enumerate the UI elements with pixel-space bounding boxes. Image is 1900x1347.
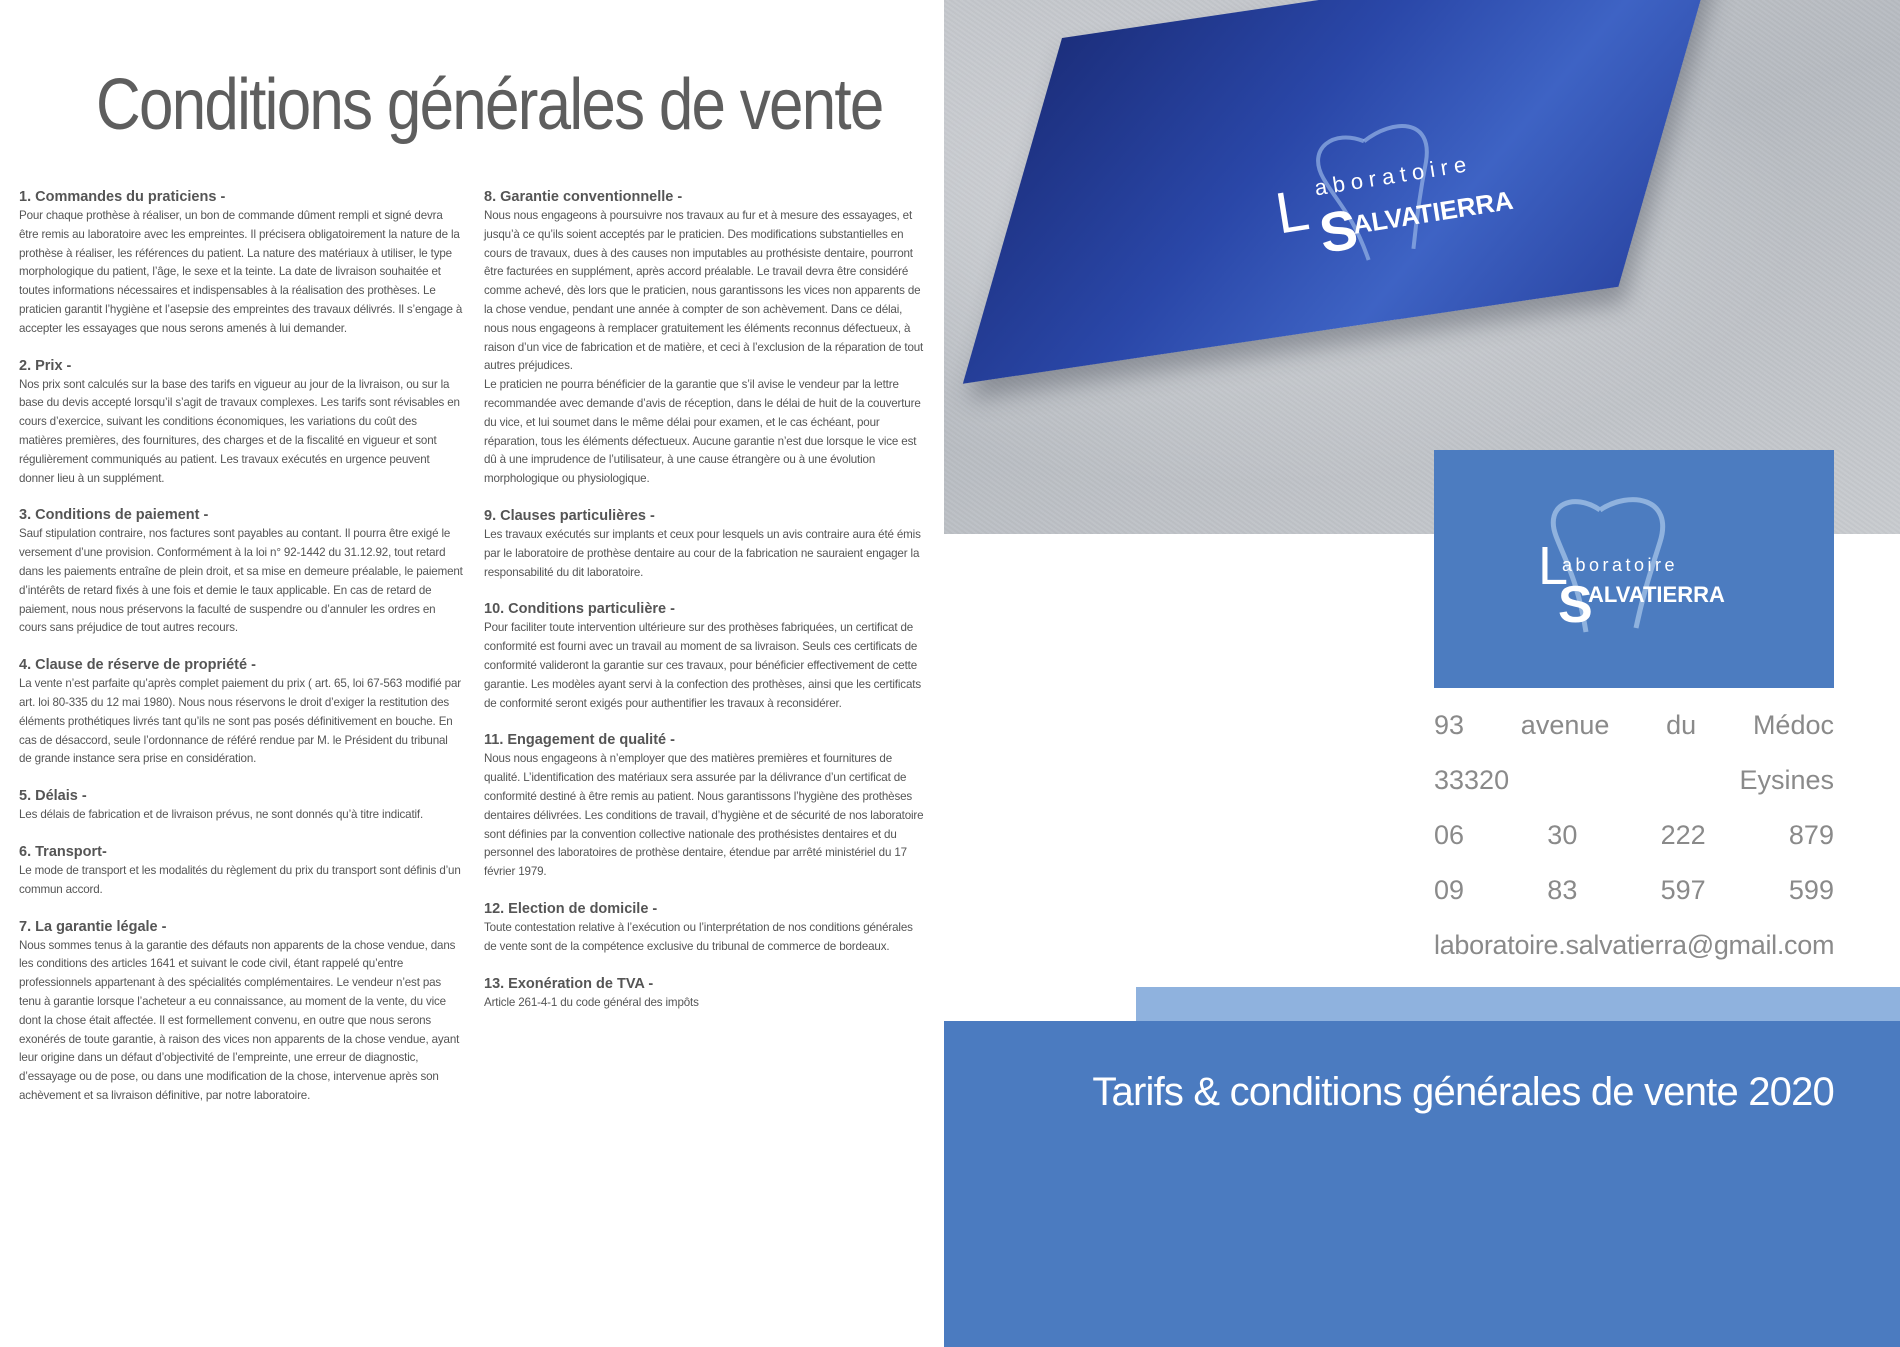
photo-logo-word-bottom: ALVATIERRA	[1350, 184, 1516, 240]
email-address[interactable]: laboratoire.salvatierra@gmail.com	[1434, 930, 1835, 960]
clause-body: Nous sommes tenus à la garantie des défauts non apparents de la chose vendue, dans les conditions des articles 1641 et suivant le code civil, étant rappelé qu’entre professionnels appartenant à des spécialités complémentaires. Le vendeur n’est pas tenu à garantie lorsque l’acheteur a eu connaissance, au moment de la vente, du vice dont la chose était affectée. Il est formellement convenu, en outre que nous serons exonérés de toute garantie, à raison des vices non apparents de la chose vendue, ayant leur origine dans un défaut d’objectivité de l’empreinte, une erreur de diagnostic, d’essayage ou de pose, ou dans une modification de la chose, intervenue après son achèvement et sa livraison définitive, par notre laboratoire.	[19, 938, 460, 1102]
clause-heading: 1. Commandes du praticiens -	[19, 189, 226, 205]
clause-heading: 9. Clauses particulières -	[484, 507, 655, 524]
clause-body: Pour chaque prothèse à réaliser, un bon de commande dûment rempli et signé devra être remis au laboratoire avec les empreintes. Il précisera obligatoirement la nature de la prothèse à réaliser, les références du patient. La nature des matériaux à utiliser, le type morphologique du patient, l’âge, le sexe et la teinte. La date de livraison souhaitée et toutes informations nécessaires et indispensables à la réalisation des prothèses. Le praticien garantit l’hygiène et l’asepsie des empreintes des travaux délivrés. Il s’engage à accepter les essayages que nous serons amenés à lui demander.	[19, 209, 463, 335]
clause-body: Pour faciliter toute intervention ultérieure sur des prothèses fabriquées, un certificat de conformité est fourni avec un travail au moment de sa livraison. Seuls ces certificats de conformité valideront la garantie sur ces travaux, pour bénéficier effectivement de cette garantie. Les modèles ayant servi à la confection des prothèses, ainsi que les certificats de conformité seront exigés pour authentifier les travaux à reconsidérer.	[484, 621, 921, 710]
clause-block	[19, 357, 463, 489]
logo-word-bottom: ALVATIERRA	[1588, 582, 1725, 607]
phone-line-1	[1434, 818, 1834, 873]
light-blue-band	[1136, 987, 1900, 1023]
clause-body: La vente n’est parfaite qu’après complet paiement du prix ( art. 65, loi 67-563 modifié par art. loi 80-335 du 12 mai 1980). Nous nous réservons le droit d’exiger la restitution des éléments prothétiques livrés tant qu’ils ne sont pas posés définitivement en bouche. En cas de désaccord, seule l’ordonnance de référé rendue par M. le Président du tribunal de grande instance sera prise en considération.	[19, 677, 461, 766]
address-line	[1434, 708, 1834, 763]
clause-body: Le mode de transport et les modalités du règlement du prix du transport sont définis d’un commun accord.	[19, 863, 461, 896]
clause-block	[19, 506, 463, 638]
clause-heading: 6. Transport-	[19, 843, 107, 860]
clause-heading: 7. La garantie légale -	[19, 918, 167, 935]
footer-title: Tarifs & conditions générales de vente 2020	[1092, 1070, 1834, 1114]
address-part: 93	[1434, 710, 1465, 740]
clause-body: Nous nous engageons à n’employer que des matières premières et fournitures de qualité. L’identification des matériaux sera assurée par la délivrance d’un certificat de conformité destiné à être remis au patient. Nous garantissons l’hygiène des prothèses dentaires délivrées. Les conditions de travail, d’hygiène et de sécurité de nos laboratoire sont définies par la convention collective nationale des prothésistes dentaires et du personnel des laboratoires de prothèse dentaire, étendue par arrêté ministériel du 17 février 1979.	[484, 752, 924, 879]
clauses-column-right	[484, 188, 926, 1030]
left-page	[0, 0, 944, 1347]
clause-body: Sauf stipulation contraire, nos factures sont payables au contant. Il pourra être exigé le versement d’une provision. Conformément à la loi n° 92-1442 du 31.12.92, tout retard dans les paiements entraîne de plein droit, et sa mise en demeure préalable, le paiement d’intérêts de retard fixés à une fois et demie le taux applicable. En cas de retard de paiement, nous nous préservons la faculté de suspendre ou d’annuler les ordres en cours sans préjudice de tout autres recours.	[19, 527, 463, 635]
laboratoire-salvatierra-logo	[1434, 450, 1834, 688]
phone-part: 83	[1547, 875, 1578, 905]
phone-part: 599	[1788, 875, 1834, 905]
clause-heading: 4. Clause de réserve de propriété -	[19, 657, 256, 674]
photo-logo-initial-s: S	[1314, 196, 1362, 265]
clause-heading: 10. Conditions particulière -	[484, 601, 675, 618]
clause-block	[19, 656, 463, 769]
clause-body: Toute contestation relative à l’exécution ou l’interprétation de nos conditions générales de vente sont de la compétence exclusive du tribunal de commerce de bordeaux.	[484, 920, 913, 953]
clause-heading: 2. Prix -	[19, 357, 72, 374]
photo-logo-initial-l: L	[1271, 177, 1314, 247]
clause-heading: 11. Engagement de qualité -	[484, 732, 675, 749]
logo-initial-l: L	[1538, 536, 1569, 596]
clause-body: Les délais de fabrication et de livraison prévus, ne sont donnés qu’à titre indicatif.	[19, 808, 424, 822]
clause-block	[19, 918, 463, 1106]
phone-part: 597	[1660, 875, 1706, 905]
clause-block	[19, 787, 463, 825]
contact-block	[1434, 708, 1834, 961]
clause-block	[484, 731, 926, 882]
logo-word-top: aboratoire	[1562, 555, 1679, 575]
clause-body: Les travaux exécutés sur implants et ceux pour lesquels un avis contraire aura été émis par le laboratoire de prothèse dentaire au cour de la fabrication ne sauraient engager la responsabilité du dit laboratoire.	[484, 527, 921, 579]
clause-block	[484, 900, 926, 957]
page-title: Conditions générales de vente	[96, 65, 883, 145]
clause-heading: 8. Garantie conventionnelle -	[484, 189, 683, 205]
clause-body: Nous nous engageons à poursuivre nos travaux au fur et à mesure des essayages, et jusqu’à ce qu’ils soient acceptés par le praticien. Des modifications substantielles en cours de travaux, dues à des causes non imputables au prothésiste dentaire, pourront être facturées en supplément, après accord préalable. Le travail devra être considéré comme achevé, dès lors que le praticien, nous garantissons les vices non apparents de la chose vendue, pendant une année à compter de son achèvement. Dans ce délai, nous nous engageons à remplacer gratuitement les éléments reconnus défectueux, à raison d’un vice de fabrication et de matière, et ceci à l’exclusion de la réparation de tout autres préjudices.	[484, 209, 924, 373]
clause-block	[484, 975, 926, 1013]
clause-block	[484, 507, 926, 582]
phone-part: 09	[1434, 875, 1465, 905]
right-page	[944, 0, 1900, 1347]
clauses-column-left	[19, 188, 463, 1124]
phone-part: 30	[1547, 820, 1578, 850]
logo-initial-s: S	[1558, 576, 1593, 634]
phone-part: 222	[1660, 820, 1706, 850]
logo-box	[1434, 450, 1834, 688]
clause-block	[19, 188, 463, 339]
address-part: avenue	[1520, 710, 1610, 740]
phone-part: 06	[1434, 820, 1465, 850]
clause-block	[19, 843, 463, 900]
postal-code: 33320	[1434, 765, 1510, 795]
clause-body: Nos prix sont calculés sur la base des tarifs en vigueur au jour de la livraison, ou sur la base du devis accepté lorsqu’il s’agit de travaux complexes. Les tarifs sont révisables en cours d’exercice, suivant les conditions économiques, les variations du coût des matières premières, des fournitures, des charges et de la fiscalité en vigueur et sont régulièrement communiqués au patient. Les travaux exécutés en urgence peuvent donner lieu à un supplément.	[19, 377, 460, 485]
city-name: Eysines	[1739, 765, 1834, 795]
clause-body: Le praticien ne pourra bénéficier de la garantie que s’il avise le vendeur par la lettre recommandée avec demande d’avis de réception, dans le délai de huit de la couverture du vice, et lui soumet dans le même délai pour examen, et le cas échéant, pour réparation, tous les éléments défectueux. Aucune garantie n’est due lorsque le vice est dû à une imprudence de l’utilisateur, à une cause étrangère ou à une évolution morphologique ou physiologique.	[484, 378, 921, 486]
clause-heading: 13. Exonération de TVA -	[484, 975, 654, 992]
phone-line-2	[1434, 873, 1834, 928]
clause-body: Article 261-4-1 du code général des impôts	[484, 995, 699, 1009]
address-part: Médoc	[1752, 710, 1834, 740]
clause-heading: 3. Conditions de paiement -	[19, 507, 209, 524]
photo-logo-word-top: aboratoire	[1312, 150, 1474, 201]
clause-heading: 5. Délais -	[19, 788, 87, 805]
city-line	[1434, 763, 1834, 818]
clause-heading: 12. Election de domicile -	[484, 900, 658, 917]
address-part: du	[1666, 710, 1697, 740]
clause-block	[484, 188, 926, 489]
clause-block	[484, 600, 926, 713]
phone-part: 879	[1788, 820, 1834, 850]
